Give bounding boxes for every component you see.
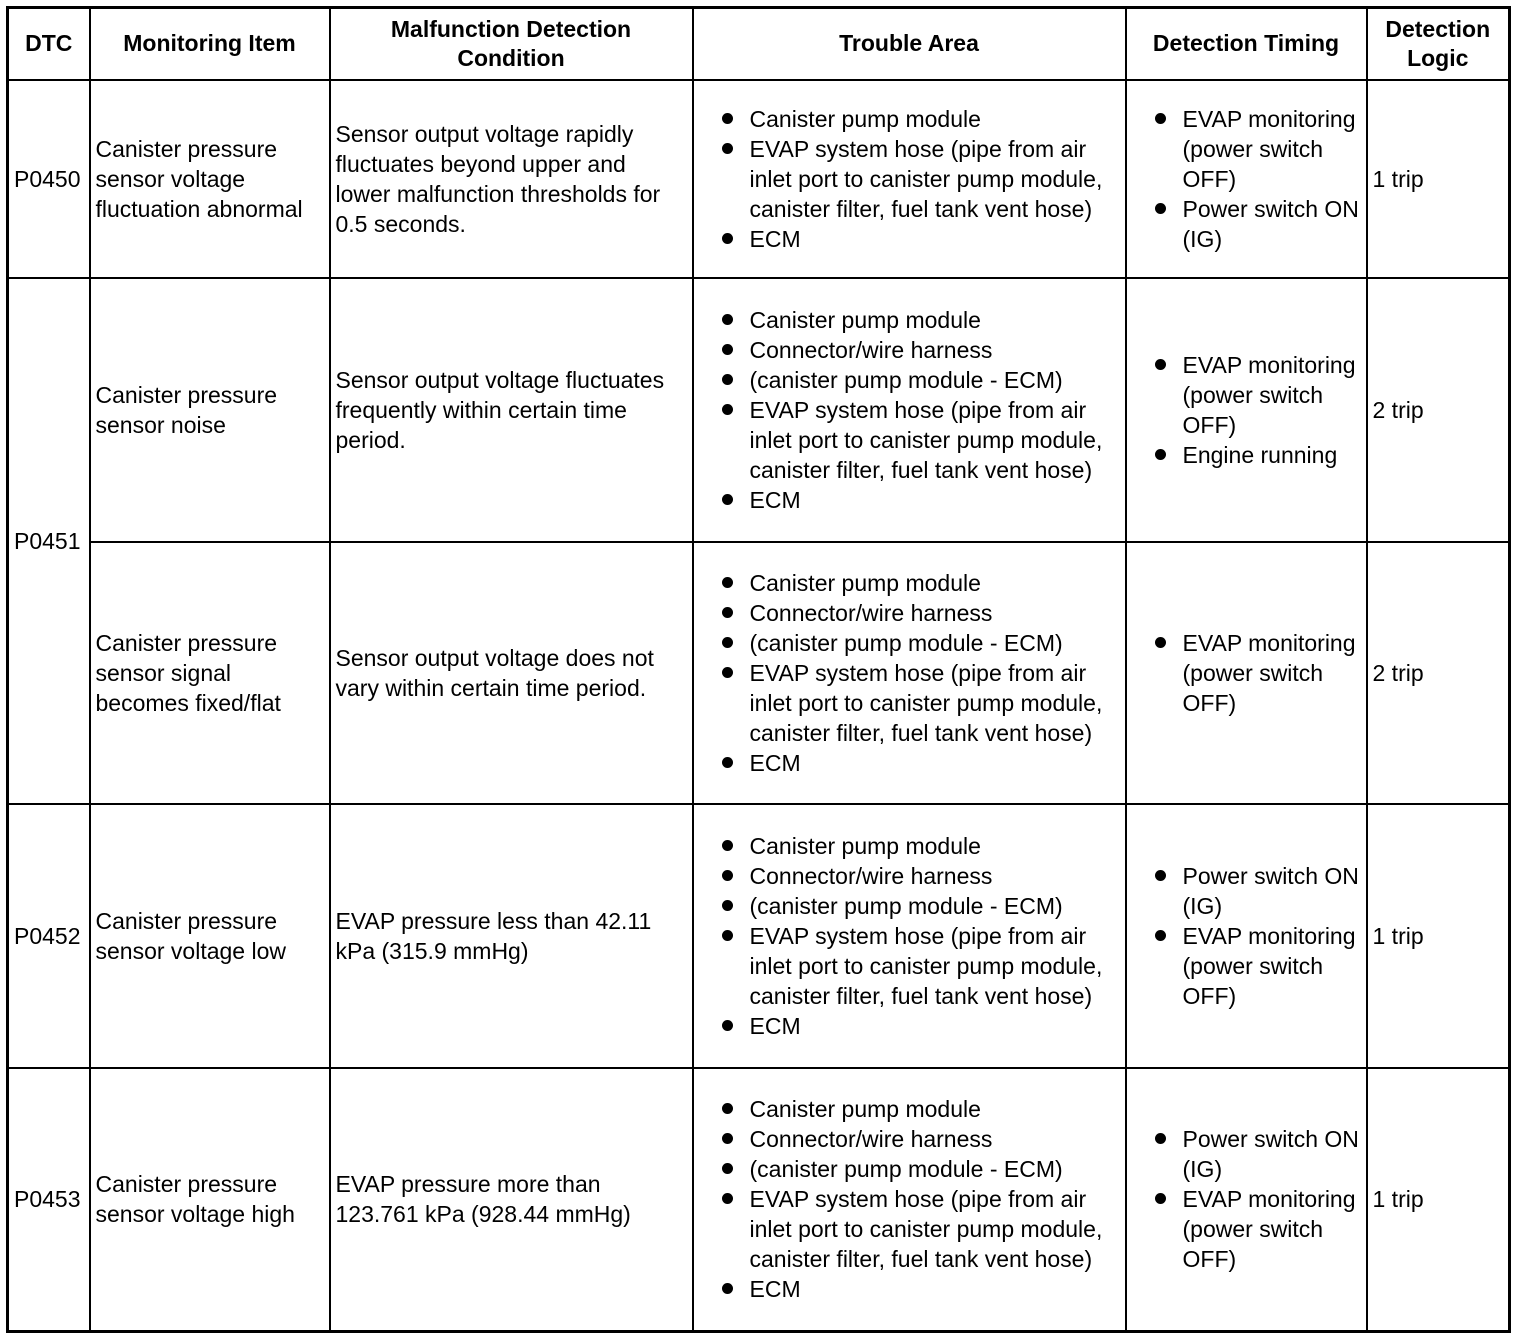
header-monitoring-item: Monitoring Item (90, 8, 330, 80)
timing-item: EVAP monitoring (power switch OFF) (1132, 104, 1361, 194)
trouble-area-item: EVAP system hose (pipe from air inlet port to canister pump module, canister filter, fuel tank vent hose) (699, 1184, 1120, 1274)
monitoring-item: Canister pressure sensor signal becomes fixed/flat (90, 542, 330, 804)
timing-item: EVAP monitoring (power switch OFF) (1132, 628, 1361, 718)
header-detection-timing: Detection Timing (1126, 8, 1367, 80)
trouble-area (693, 542, 1126, 804)
dtc-table (6, 6, 1511, 1333)
detection-timing (1126, 278, 1367, 542)
trouble-area (693, 80, 1126, 278)
detection-timing (1126, 804, 1367, 1068)
header-trouble-area: Trouble Area (693, 8, 1126, 80)
trouble-area-item: Canister pump module (699, 831, 1120, 861)
header-detection-logic: Detection Logic (1367, 8, 1510, 80)
malfunction-condition: Sensor output voltage does not vary within certain time period. (330, 542, 693, 804)
dtc-code: P0453 (8, 1068, 90, 1332)
trouble-area-item: Canister pump module (699, 104, 1120, 134)
trouble-area-item: ECM (699, 1274, 1120, 1304)
timing-item: EVAP monitoring (power switch OFF) (1132, 1184, 1361, 1274)
detection-logic: 1 trip (1367, 1068, 1510, 1332)
timing-item: EVAP monitoring (power switch OFF) (1132, 921, 1361, 1011)
detection-timing (1126, 80, 1367, 278)
timing-item: Power switch ON (IG) (1132, 1124, 1361, 1184)
header-malfunction-condition: Malfunction Detection Condition (330, 8, 693, 80)
trouble-area-item: EVAP system hose (pipe from air inlet port to canister pump module, canister filter, fuel tank vent hose) (699, 658, 1120, 748)
timing-item: EVAP monitoring (power switch OFF) (1132, 350, 1361, 440)
timing-item: Power switch ON (IG) (1132, 194, 1361, 254)
table-row (8, 804, 1510, 1068)
trouble-area-item: Connector/wire harness (699, 335, 1120, 365)
detection-logic: 1 trip (1367, 804, 1510, 1068)
table-header-row (8, 8, 1510, 80)
trouble-area-item: ECM (699, 748, 1120, 778)
trouble-area-item: ECM (699, 485, 1120, 515)
trouble-area-item: Canister pump module (699, 305, 1120, 335)
dtc-code: P0451 (8, 278, 90, 804)
trouble-area-item: Connector/wire harness (699, 598, 1120, 628)
trouble-area (693, 804, 1126, 1068)
trouble-area-item: Connector/wire harness (699, 861, 1120, 891)
malfunction-condition: Sensor output voltage fluctuates frequently within certain time period. (330, 278, 693, 542)
trouble-area-item: Canister pump module (699, 568, 1120, 598)
detection-logic: 1 trip (1367, 80, 1510, 278)
malfunction-condition: Sensor output voltage rapidly fluctuates beyond upper and lower malfunction thresholds for 0.5 seconds. (330, 80, 693, 278)
trouble-area-item: Canister pump module (699, 1094, 1120, 1124)
monitoring-item: Canister pressure sensor voltage high (90, 1068, 330, 1332)
monitoring-item: Canister pressure sensor voltage low (90, 804, 330, 1068)
timing-item: Engine running (1132, 440, 1361, 470)
timing-item: Power switch ON (IG) (1132, 861, 1361, 921)
trouble-area-item: (canister pump module - ECM) (699, 891, 1120, 921)
trouble-area (693, 278, 1126, 542)
detection-logic: 2 trip (1367, 278, 1510, 542)
dtc-code: P0452 (8, 804, 90, 1068)
trouble-area-item: (canister pump module - ECM) (699, 1154, 1120, 1184)
malfunction-condition: EVAP pressure less than 42.11 kPa (315.9 mmHg) (330, 804, 693, 1068)
table-row (8, 1068, 1510, 1332)
trouble-area-item: Connector/wire harness (699, 1124, 1120, 1154)
detection-timing (1126, 1068, 1367, 1332)
dtc-code: P0450 (8, 80, 90, 278)
trouble-area-item: ECM (699, 1011, 1120, 1041)
table-row (8, 80, 1510, 278)
trouble-area-item: ECM (699, 224, 1120, 254)
detection-timing (1126, 542, 1367, 804)
detection-logic: 2 trip (1367, 542, 1510, 804)
monitoring-item: Canister pressure sensor voltage fluctuation abnormal (90, 80, 330, 278)
trouble-area-item: (canister pump module - ECM) (699, 628, 1120, 658)
trouble-area (693, 1068, 1126, 1332)
table-row (8, 278, 1510, 542)
monitoring-item: Canister pressure sensor noise (90, 278, 330, 542)
table-row (8, 542, 1510, 804)
header-dtc: DTC (8, 8, 90, 80)
trouble-area-item: EVAP system hose (pipe from air inlet port to canister pump module, canister filter, fuel tank vent hose) (699, 134, 1120, 224)
trouble-area-item: (canister pump module - ECM) (699, 365, 1120, 395)
trouble-area-item: EVAP system hose (pipe from air inlet port to canister pump module, canister filter, fuel tank vent hose) (699, 921, 1120, 1011)
trouble-area-item: EVAP system hose (pipe from air inlet port to canister pump module, canister filter, fuel tank vent hose) (699, 395, 1120, 485)
malfunction-condition: EVAP pressure more than 123.761 kPa (928.44 mmHg) (330, 1068, 693, 1332)
